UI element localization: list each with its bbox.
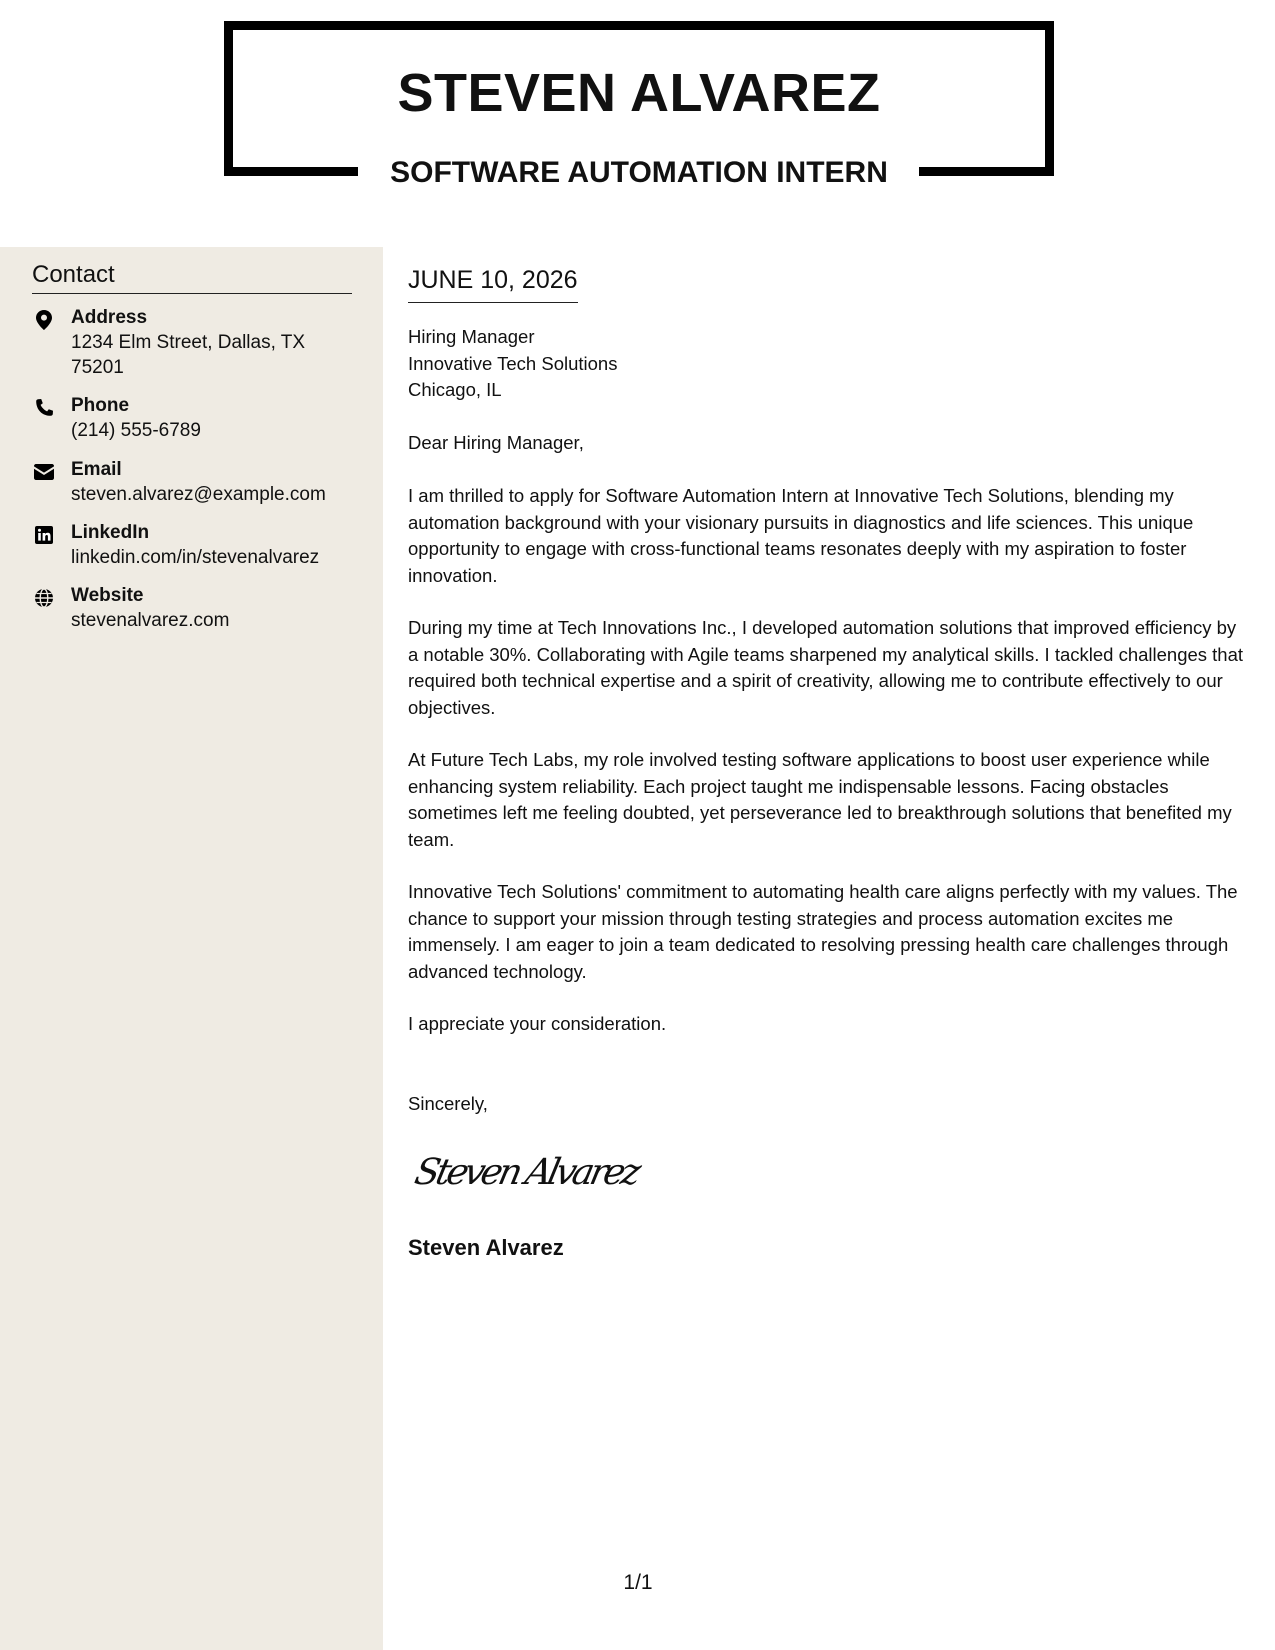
handwritten-signature bbox=[411, 1142, 658, 1207]
body-paragraph: I am thrilled to apply for Software Automation Intern at Innovative Tech Solutions, blending my automation background with your visionary pursuits in diagnostics and life sciences. This unique opportunity to engage with cross-functional teams resonates deeply with my aspiration to foster innovation. bbox=[408, 485, 1194, 586]
recipient-block bbox=[408, 324, 617, 404]
contact-value-website: stevenalvarez.com bbox=[71, 610, 230, 631]
signature-text: Steven Alvarez bbox=[411, 1150, 646, 1193]
recipient-location: Chicago, IL bbox=[408, 379, 502, 400]
body-paragraph: During my time at Tech Innovations Inc., I developed automation solutions that improved efficiency by a notable 30%. Collaborating with Agile teams sharpened my analytical skills. I tackled challenges that required both technical expertise and a spirit of creativity, allowing me to contribute effectively to our objectives. bbox=[408, 617, 1244, 718]
contact-label-website: Website bbox=[71, 585, 144, 606]
contact-heading: Contact bbox=[32, 262, 352, 294]
contact-value-email: steven.alvarez@example.com bbox=[71, 484, 326, 505]
job-title: SOFTWARE AUTOMATION INTERN bbox=[390, 156, 888, 189]
phone-icon bbox=[32, 397, 56, 419]
contact-value-phone: (214) 555-6789 bbox=[71, 420, 201, 441]
page-number: 1/1 bbox=[623, 1571, 653, 1594]
recipient-company: Innovative Tech Solutions bbox=[408, 352, 618, 374]
contact-label-address: Address bbox=[71, 307, 148, 328]
recipient-title: Hiring Manager bbox=[408, 326, 535, 347]
contact-sidebar bbox=[0, 247, 383, 1650]
letter-date: JUNE 10, 2026 bbox=[408, 265, 578, 303]
body-paragraph: At Future Tech Labs, my role involved testing software applications to boost user experience while enhancing system reliability. Each project taught me indispensable lessons. Facing obstacles sometimes left me feeling doubted, yet perseverance led to breakthrough solutions that benefited my team. bbox=[408, 749, 1232, 850]
map-pin-icon bbox=[32, 309, 56, 331]
contact-label-linkedin: LinkedIn bbox=[71, 522, 150, 543]
signer-name: Steven Alvarez bbox=[408, 1235, 564, 1260]
contact-value-address: 1234 Elm Street, Dallas, TX 75201 bbox=[71, 332, 306, 378]
contact-label-phone: Phone bbox=[71, 395, 130, 416]
envelope-icon bbox=[32, 461, 56, 483]
sign-off: Sincerely, bbox=[408, 1093, 488, 1114]
applicant-name: STEVEN ALVAREZ bbox=[397, 63, 881, 123]
linkedin-icon bbox=[32, 524, 56, 546]
globe-icon bbox=[32, 587, 56, 609]
contact-label-email: Email bbox=[71, 459, 122, 480]
contact-value-linkedin: linkedin.com/in/stevenalvarez bbox=[71, 547, 320, 568]
closing-line: I appreciate your consideration. bbox=[408, 1013, 667, 1034]
body-paragraph: Innovative Tech Solutions' commitment to automating health care aligns perfectly with my values. The chance to support your mission through testing strategies and process automation excites me immensely. I am eager to join a team dedicated to resolving pressing health care challenges through advanced technology. bbox=[408, 881, 1238, 982]
salutation: Dear Hiring Manager, bbox=[408, 432, 584, 453]
